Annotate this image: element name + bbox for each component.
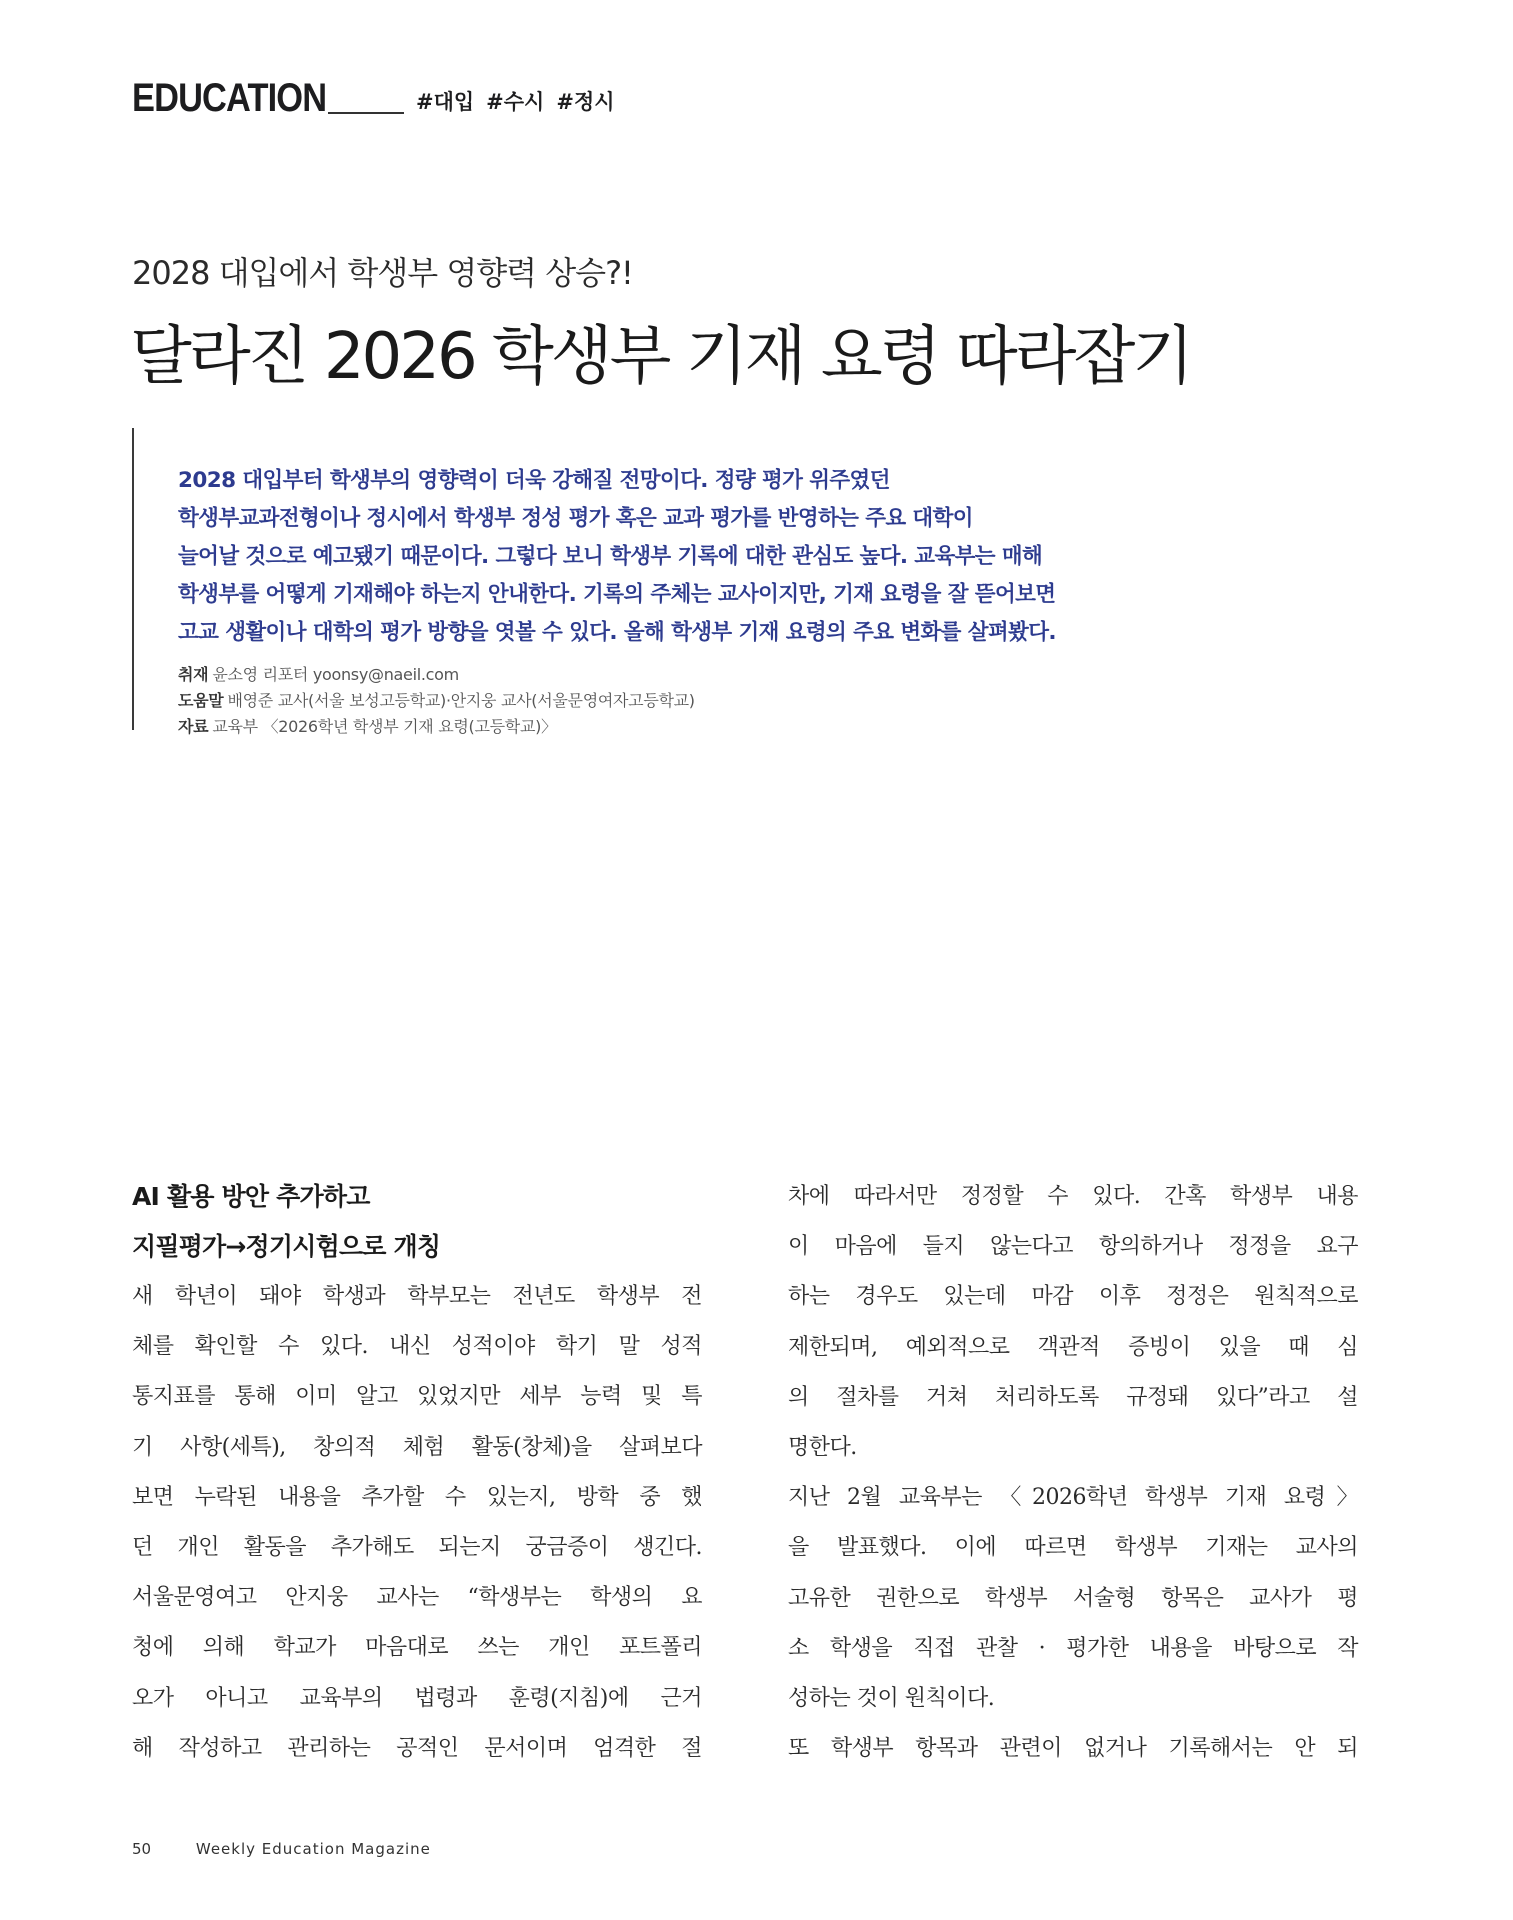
section-heading: 지필평가→정기시험으로 개칭 xyxy=(132,1232,441,1261)
page-footer xyxy=(132,1840,431,1858)
lead-block xyxy=(178,462,1178,740)
credit-key: 자료 xyxy=(178,717,209,736)
body-line: 지난 2월 교육부는 〈2026학년 학생부 기재 요령〉 xyxy=(788,1485,1358,1511)
credit-value: 교육부 〈2026학년 학생부 기재 요령(고등학교)〉 xyxy=(212,717,557,736)
body-line: 명한다. xyxy=(788,1435,857,1461)
lead-divider xyxy=(132,428,134,730)
credits xyxy=(178,662,1178,740)
body-line: 차에 따라서만 정정할 수 있다. 간혹 학생부 내용 xyxy=(788,1184,1358,1209)
credit-advisors xyxy=(178,688,1178,714)
body-line: 청에 의해 학교가 마음대로 쓰는 개인 포트폴리 xyxy=(132,1635,702,1661)
body-line: 을 발표했다. 이에 따르면 학생부 기재는 교사의 xyxy=(788,1535,1358,1561)
section-heading: AI 활용 방안 추가하고 xyxy=(132,1182,370,1211)
body-line: 성하는 것이 원칙이다. xyxy=(788,1686,995,1712)
tag[interactable]: #정시 xyxy=(556,90,615,114)
tag-list xyxy=(416,86,615,116)
lead-line: 고교 생활이나 대학의 평가 방향을 엿볼 수 있다. 올해 학생부 기재 요령의 주요 변화를 살펴봤다. xyxy=(178,620,1056,645)
section-label: EDUCATION xyxy=(132,76,327,120)
credit-key: 취재 xyxy=(178,665,209,684)
lead-line: 2028 대입부터 학생부의 영향력이 더욱 강해질 전망이다. 정량 평가 위주였던 xyxy=(178,468,890,493)
body-line: 체를 확인할 수 있다. 내신 성적이야 학기 말 성적 xyxy=(132,1334,702,1360)
tag[interactable]: #수시 xyxy=(486,90,545,114)
body-line: 새 학년이 돼야 학생과 학부모는 전년도 학생부 전 xyxy=(132,1284,702,1309)
credit-key: 도움말 xyxy=(178,691,224,710)
body-line: 또 학생부 항목과 관련이 없거나 기록해서는 안 되 xyxy=(788,1736,1358,1762)
body-line: 통지표를 통해 이미 알고 있었지만 세부 능력 및 특 xyxy=(132,1384,702,1410)
article-subtitle: 2028 대입에서 학생부 영향력 상승?! xyxy=(132,254,633,292)
article-title: 달라진 2026 학생부 기재 요령 따라잡기 xyxy=(130,320,1192,394)
lead-line: 학생부교과전형이나 정시에서 학생부 정성 평가 혹은 교과 평가를 반영하는 주요 대학이 xyxy=(178,506,973,531)
body-line: 제한되며, 예외적으로 객관적 증빙이 있을 때 심 xyxy=(788,1334,1358,1360)
credit-reporter xyxy=(178,662,1178,688)
body-line: 기 사항(세특), 창의적 체험 활동(창체)을 살펴보다 xyxy=(132,1434,702,1460)
section-header xyxy=(132,70,615,120)
body-line: 서울문영여고 안지웅 교사는 “학생부는 학생의 요 xyxy=(132,1585,702,1611)
page-number: 50 xyxy=(132,1840,152,1858)
body-line: 하는 경우도 있는데 마감 이후 정정은 원칙적으로 xyxy=(788,1284,1358,1310)
tag[interactable]: #대입 xyxy=(416,90,475,114)
lead-line: 늘어날 것으로 예고됐기 때문이다. 그렇다 보니 학생부 기록에 대한 관심도 높다. 교육부는 매해 xyxy=(178,544,1043,569)
body-line: 던 개인 활동을 추가해도 되는지 궁금증이 생긴다. xyxy=(132,1535,702,1561)
body-line: 해 작성하고 관리하는 공적인 문서이며 엄격한 절 xyxy=(132,1735,702,1761)
body-line: 오가 아니고 교육부의 법령과 훈령(지침)에 근거 xyxy=(132,1685,702,1711)
header-rule xyxy=(328,112,404,114)
body-line: 고유한 권한으로 학생부 서술형 항목은 교사가 평 xyxy=(788,1585,1358,1611)
left-column xyxy=(132,1172,702,1774)
body-line: 보면 누락된 내용을 추가할 수 있는지, 방학 중 했 xyxy=(132,1484,702,1510)
body-line: 소 학생을 직접 관찰 · 평가한 내용을 바탕으로 작 xyxy=(788,1635,1358,1661)
body-line: 의 절차를 거쳐 처리하도록 규정돼 있다”라고 설 xyxy=(788,1384,1358,1410)
credit-value: 배영준 교사(서울 보성고등학교)·안지웅 교사(서울문영여자고등학교) xyxy=(227,691,695,710)
credit-value: 윤소영 리포터 yoonsy@naeil.com xyxy=(212,665,459,684)
magazine-name: Weekly Education Magazine xyxy=(195,1840,431,1858)
lead-line: 학생부를 어떻게 기재해야 하는지 안내한다. 기록의 주체는 교사이지만, 기재 요령을 잘 뜯어보면 xyxy=(178,582,1056,607)
right-column xyxy=(788,1172,1358,1774)
credit-source xyxy=(178,714,1178,740)
body-line: 이 마음에 들지 않는다고 항의하거나 정정을 요구 xyxy=(788,1234,1358,1260)
